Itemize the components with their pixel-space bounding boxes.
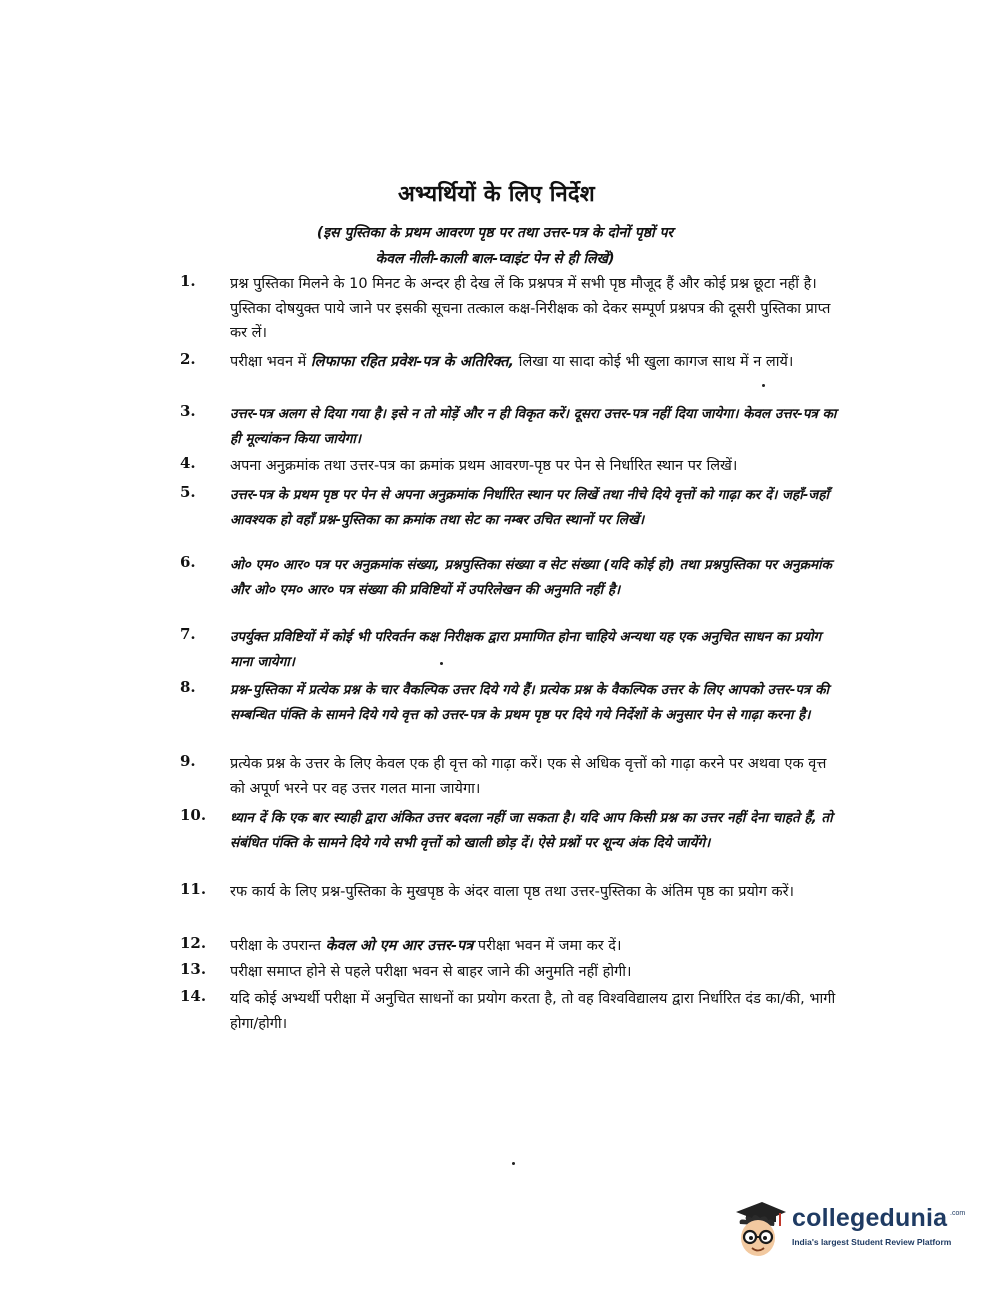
scan-speck: [762, 384, 765, 387]
instruction-text: प्रत्येक प्रश्न के उत्तर के लिए केवल एक ही वृत्त को गाढ़ा करें। एक से अधिक वृत्तों को गाढ़ा करने पर अथवा एक वृत्त को अपूर्ण भरने पर वह उत्तर गलत माना जायेगा।: [230, 756, 827, 797]
page-title: अभ्यर्थियों के लिए निर्देश: [398, 182, 595, 207]
collegedunia-logo: [728, 1196, 968, 1266]
instruction-number: 5.: [180, 483, 196, 501]
instruction-number: 11.: [180, 880, 207, 898]
instruction-number: 2.: [180, 350, 196, 368]
instruction-number: 6.: [180, 553, 196, 571]
instruction-text: रफ कार्य के लिए प्रश्न-पुस्तिका के मुखपृष्ठ के अंदर वाला पृष्ठ तथा उत्तर-पुस्तिका के अंतिम पृष्ठ का प्रयोग करें।: [230, 884, 795, 900]
instruction-text-emphasis: लिफाफा रहित प्रवेश-पत्र के अतिरिक्त,: [310, 354, 515, 370]
subtitle-line-2: केवल नीली-काली बाल-प्वाइंट पेन से ही लिखें): [375, 251, 615, 267]
instruction-text: प्रश्न-पुस्तिका में प्रत्येक प्रश्न के चार वैकल्पिक उत्तर दिये गये हैं। प्रत्येक प्रश्न के वैकल्पिक उत्तर के लिए आपको उत्तर-पत्र की सम्बन्धित पंक्ति के सामने दिये गये वृत्त को उत्तर-पत्र के प्रथम पृष्ठ पर दिये गये निर्देशों के अनुसार पेन से गाढ़ा करना है।: [230, 682, 829, 723]
scan-speck: [512, 1162, 515, 1165]
instruction-text-part: परीक्षा भवन में जमा कर दें।: [473, 938, 622, 954]
instruction-text: उत्तर-पत्र अलग से दिया गया है। इसे न तो मोड़ें और न ही विकृत करें। दूसरा उत्तर-पत्र नहीं दिया जायेगा। केवल उत्तर-पत्र का ही मूल्यांकन किया जायेगा।: [230, 406, 837, 447]
instruction-number: 14.: [180, 987, 207, 1005]
instruction-text: उपर्युक्त प्रविष्टियों में कोई भी परिवर्तन कक्ष निरीक्षक द्वारा प्रमाणित होना चाहिये अन्यथा यह एक अनुचित साधन का प्रयोग माना जायेगा।: [230, 629, 822, 670]
instruction-text-part: लिखा या सादा कोई भी खुला कागज साथ में न लायें।: [514, 354, 794, 370]
mascot-icon: [728, 1196, 788, 1262]
instruction-number: 3.: [180, 402, 196, 420]
instruction-number: 9.: [180, 752, 196, 770]
instruction-text: प्रश्न पुस्तिका मिलने के 10 मिनट के अन्दर ही देख लें कि प्रश्नपत्र में सभी पृष्ठ मौजूद हैं और कोई प्रश्न छूटा नहीं है। पुस्तिका दोषयुक्त पाये जाने पर इसकी सूचना तत्काल कक्ष-निरीक्षक को देकर सम्पूर्ण प्रश्नपत्र की दूसरी पुस्तिका प्राप्त कर लें।: [230, 276, 831, 341]
page-subtitle: [200, 220, 790, 272]
instruction-text: उत्तर-पत्र के प्रथम पृष्ठ पर पेन से अपना अनुक्रमांक निर्धारित स्थान पर लिखें तथा नीचे दिये वृत्तों को गाढ़ा कर दें। जहाँ-जहाँ आवश्यक हो वहाँ प्रश्न-पुस्तिका का क्रमांक तथा सेट का नम्बर उचित स्थानों पर लिखें।: [230, 487, 829, 528]
instruction-number: 1.: [180, 272, 196, 290]
logo-tagline: India's largest Student Review Platform: [792, 1237, 952, 1247]
instruction-text-part: परीक्षा के उपरान्त: [230, 938, 326, 954]
instruction-text-part: परीक्षा भवन में: [230, 354, 311, 370]
subtitle-line-1: (इस पुस्तिका के प्रथम आवरण पृष्ठ पर तथा उत्तर-पत्र के दोनों पृष्ठों पर: [316, 225, 674, 241]
instruction-text: ओ० एम० आर० पत्र पर अनुक्रमांक संख्या, प्रश्नपुस्तिका संख्या व सेट संख्या (यदि कोई हो) तथा प्रश्नपुस्तिका पर अनुक्रमांक और ओ० एम० आर० पत्र संख्या की प्रविष्टियों में उपरिलेखन की अनुमति नहीं है।: [230, 557, 832, 598]
instruction-number: 7.: [180, 625, 196, 643]
instruction-number: 4.: [180, 454, 196, 472]
instruction-text: अपना अनुक्रमांक तथा उत्तर-पत्र का क्रमांक प्रथम आवरण-पृष्ठ पर पेन से निर्धारित स्थान पर लिखें।: [230, 458, 738, 474]
instruction-number: 13.: [180, 960, 207, 978]
scan-speck: [440, 662, 443, 665]
instruction-text: [230, 934, 845, 959]
instruction-text-emphasis: केवल ओ एम आर उत्तर-पत्र: [325, 938, 474, 954]
instruction-number: 10.: [180, 806, 207, 824]
instruction-number: 8.: [180, 678, 196, 696]
instruction-text: ध्यान दें कि एक बार स्याही द्वारा अंकित उत्तर बदला नहीं जा सकता है। यदि आप किसी प्रश्न का उत्तर नहीं देना चाहते हैं, तो संबंधित पंक्ति के सामने दिये गये सभी वृत्तों को खाली छोड़ दें। ऐसे प्रश्नों पर शून्य अंक दिये जायेंगे।: [230, 810, 833, 851]
instruction-text: यदि कोई अभ्यर्थी परीक्षा में अनुचित साधनों का प्रयोग करता है, तो वह विश्वविद्यालय द्वारा निर्धारित दंड का/की, भागी होगा/होगी।: [230, 991, 836, 1032]
instruction-number: 12.: [180, 934, 207, 952]
logo-suffix: .com: [950, 1210, 966, 1217]
logo-wordmark: collegedunia: [792, 1204, 948, 1232]
instruction-text: [230, 350, 845, 375]
instruction-text: परीक्षा समाप्त होने से पहले परीक्षा भवन से बाहर जाने की अनुमति नहीं होगी।: [230, 964, 632, 980]
